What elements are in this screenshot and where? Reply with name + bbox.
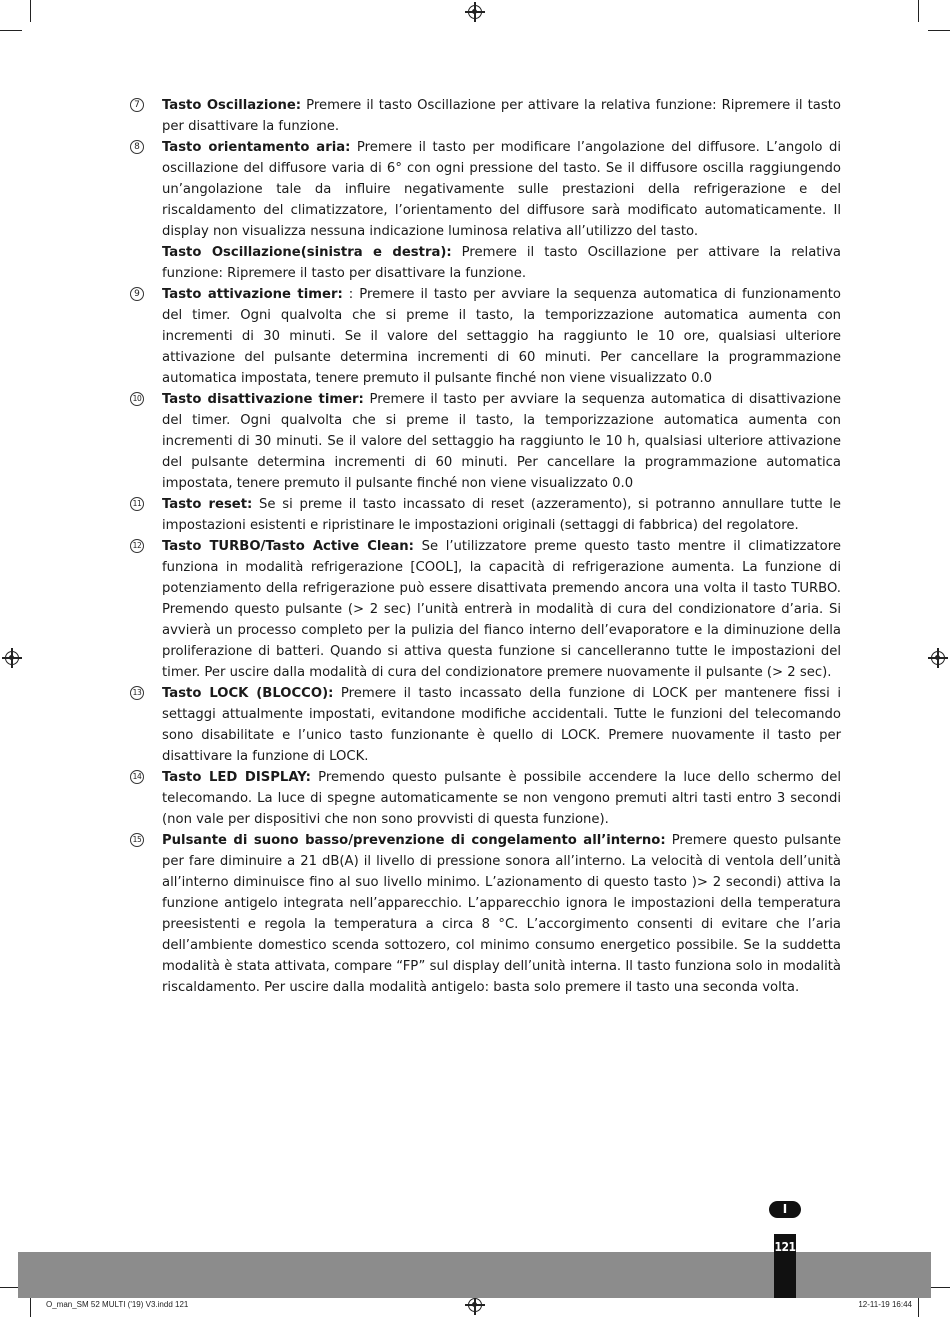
item-title: Tasto LED DISPLAY: xyxy=(162,770,311,785)
slug-filename: O_man_SM 52 MULTI ('19) V3.indd 121 xyxy=(46,1300,189,1309)
slug-timestamp: 12-11-19 16:44 xyxy=(858,1300,912,1309)
item-title: Tasto attivazione timer: xyxy=(162,287,343,302)
list-item xyxy=(130,389,841,494)
item-text: Premere il tasto per modificare l’angolazione del diffusore. L’angolo di oscillazione del diffusore varia di 6° con ogni pressione del tasto. Se il diffusore oscilla raggiungendo un’angolazione tale da influire negativamente sulle prestazioni della refrigerazione e del riscaldamento del climatizzatore, l’orientamento del diffusore sarà modificato automaticamente. Il display non visualizza nessuna indicazione luminosa relativa all’utilizzo del tasto. xyxy=(162,140,841,239)
crop-mark xyxy=(0,30,22,31)
item-text: Premendo questo pulsante è possibile accendere la luce dello schermo del telecomando. La luce di spegne automaticamente se non vengono premuti altri tasti entro 3 secondi (non vale per dispositivi che non sono provvisti di questa funzione). xyxy=(162,770,841,827)
item-text: : Premere il tasto per avviare la sequenza automatica di funzionamento del timer. Ogni qualvolta che si preme il tasto, la temporizzazione automatica aumenta con incrementi di 30 minuti. Se il valore del settaggio ha raggiunto le 10 ore, qualsiasi ulteriore attivazione del pulsante determina incrementi di 60 minuti. Per cancellare la programmazione automatica impostata, tenere premuto il pulsante finché non viene visualizzato 0.0 xyxy=(162,287,841,386)
crop-mark xyxy=(918,1295,919,1317)
item-title: Tasto TURBO/Tasto Active Clean: xyxy=(162,539,414,554)
item-text: Premere il tasto incassato della funzione di LOCK per mantenere fissi i settaggi attualmente impostati, evitandone modifiche accidentali. Tutte le funzioni del telecomando sono disabilitate e l’unico tasto funzionante è quello di LOCK. Premere nuovamente il tasto per disattivare la funzione di LOCK. xyxy=(162,686,841,764)
list-item xyxy=(130,683,841,767)
item-number-badge: 13 xyxy=(130,686,144,700)
item-number-badge: 14 xyxy=(130,770,144,784)
list-item xyxy=(130,95,841,137)
item-number-badge: 8 xyxy=(130,140,144,154)
list-item xyxy=(130,536,841,683)
page-number: 121 xyxy=(774,1240,796,1254)
language-tab: I xyxy=(769,1201,801,1218)
list-item xyxy=(130,767,841,830)
item-number-badge: 9 xyxy=(130,287,144,301)
crop-mark xyxy=(928,30,950,31)
list-item xyxy=(130,137,841,284)
item-title: Tasto LOCK (BLOCCO): xyxy=(162,686,334,701)
item-title: Tasto reset: xyxy=(162,497,253,512)
crop-mark xyxy=(928,1287,950,1288)
item-title: Tasto orientamento aria: xyxy=(162,140,351,155)
item-title: Tasto disattivazione timer: xyxy=(162,392,364,407)
item-text: Se l’utilizzatore preme questo tasto mentre il climatizzatore funziona in modalità refrigerazione [COOL], la capacità di refrigerazione aumenta. La funzione di potenziamento della refrigerazione può essere disattivata premendo ancora una volta il tasto TURBO. Premendo questo pulsante (> 2 sec) l’unità entrerà in modalità di cura del condizionatore d’aria. Si avvierà un processo completo per la pulizia del fianco interno dell’evaporatore e la diminuzione della proliferazione di batteri. Quando si attiva questa funzione si cancelleranno tutte le impostazioni del timer. Per uscire dalla modalità di cura del condizionatore premere nuovamente il pulsante (> 2 sec). xyxy=(162,539,841,680)
item-title: Pulsante di suono basso/prevenzione di congelamento all’interno: xyxy=(162,833,666,848)
item-number-badge: 12 xyxy=(130,539,144,553)
registration-mark-icon xyxy=(931,651,945,665)
crop-mark xyxy=(30,0,31,22)
item-title: Tasto Oscillazione: xyxy=(162,98,302,113)
item-text: Premere questo pulsante per fare diminuire a 21 dB(A) il livello di pressione sonora all’interno. La velocità di ventola dell’unità all’interno diminuisce fino al suo livello minimo. L’azionamento di questo tasto )> 2 secondi) attiva la funzione antigelo integrata nell’apparecchio. L’apparecchio ignora le impostazioni della temperatura preesistenti e regola la temperatura a circa 8 °C. L’accorgimento consenti di evitare che l’aria dell’ambiente domestico scenda sottozero, col minimo consumo energetico possibile. Se la suddetta modalità è stata attivata, compare “FP” sul display dell’unità interna. Il tasto funziona solo in modalità riscaldamento. Per uscire dalla modalità antigelo: basta solo premere il tasto una seconda volta. xyxy=(162,833,841,995)
item-text: Se si preme il tasto incassato di reset (azzeramento), si potranno annullare tutte le impostazioni esistenti e ripristinare le impostazioni originali (settaggi di fabbrica) del regolatore. xyxy=(162,497,841,533)
registration-mark-icon xyxy=(468,1298,482,1312)
item-subtitle: Tasto Oscillazione(sinistra e destra): xyxy=(162,245,452,260)
item-text: Premere il tasto per avviare la sequenza automatica di disattivazione del timer. Ogni qualvolta che si preme il tasto, la temporizzazione automatica aumenta con incrementi di 30 minuti. Se il valore del settaggio ha raggiunto le 10 h, qualsiasi ulteriore attivazione del pulsante determina incrementi di 60 minuti. Per cancellare la programmazione automatica impostata, tenere premuto il pulsante finché non viene visualizzato 0.0 xyxy=(162,392,841,491)
registration-mark-icon xyxy=(468,5,482,19)
list-item xyxy=(130,494,841,536)
item-number-badge: 11 xyxy=(130,497,144,511)
crop-mark xyxy=(30,1295,31,1317)
instructions-list xyxy=(130,95,841,998)
registration-mark-icon xyxy=(5,651,19,665)
item-number-badge: 15 xyxy=(130,833,144,847)
item-number-badge: 10 xyxy=(130,392,144,406)
list-item xyxy=(130,830,841,998)
item-number-badge: 7 xyxy=(130,98,144,112)
item-subtext: Premere il tasto Oscillazione per attivare la relativa funzione: Ripremere il tasto per disattivare la funzione. xyxy=(162,245,841,281)
item-text: Premere il tasto Oscillazione per attivare la relativa funzione: Ripremere il tasto per disattivare la funzione. xyxy=(162,98,841,134)
crop-mark xyxy=(918,0,919,22)
list-item xyxy=(130,284,841,389)
